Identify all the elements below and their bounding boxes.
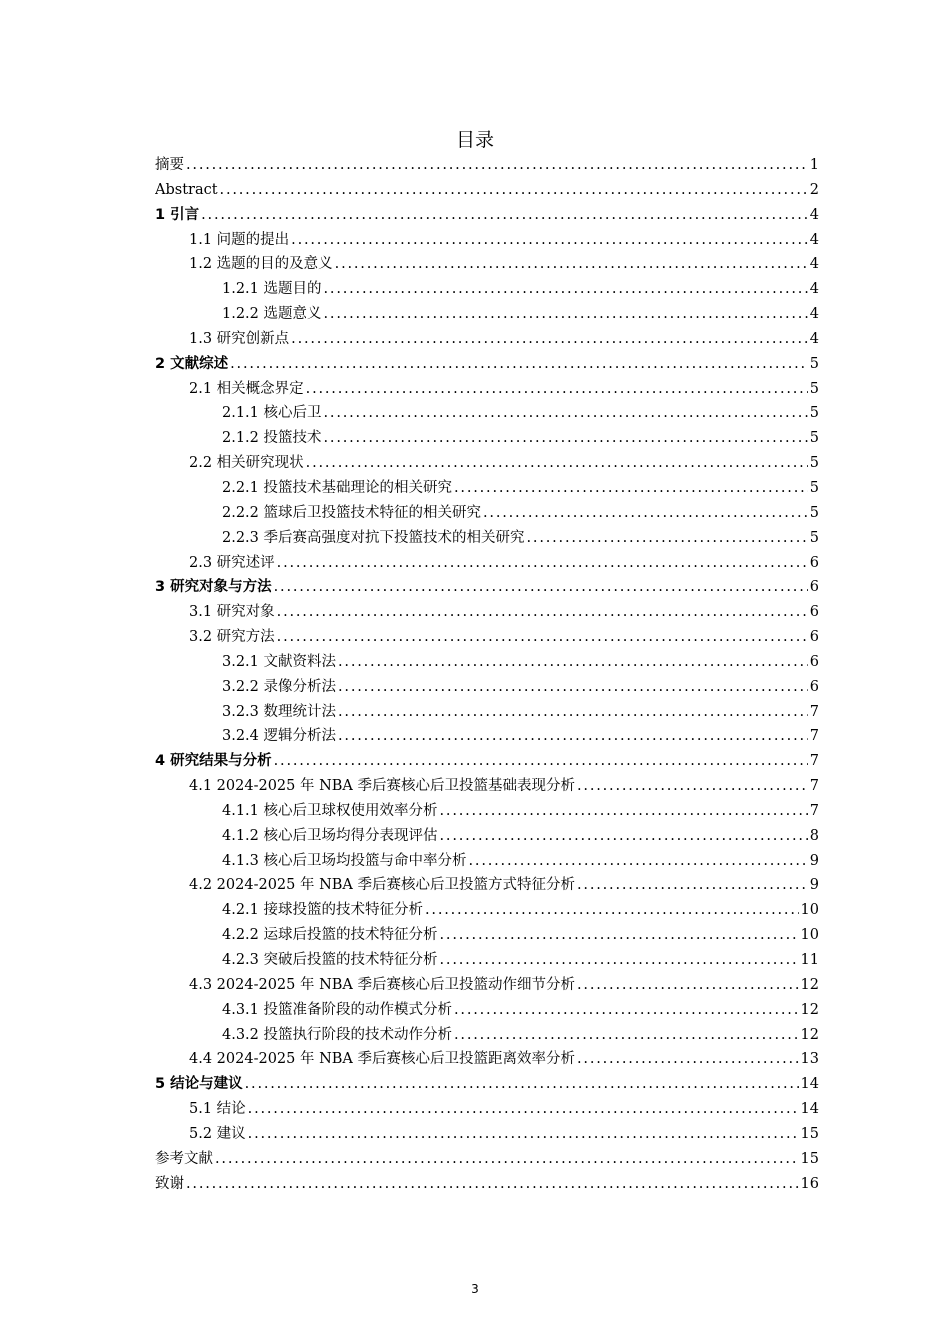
- toc-entry[interactable]: [155, 203, 819, 228]
- toc-entry-page: 1: [809, 157, 819, 173]
- toc-entry-page: 5: [809, 479, 819, 496]
- toc-dot-leader: [201, 203, 808, 228]
- toc-entry[interactable]: [155, 749, 819, 774]
- toc-entry-page: 16: [800, 1175, 819, 1192]
- toc-entry-label: 3.2.2 录像分析法: [222, 678, 337, 695]
- toc-dot-leader: [469, 849, 808, 874]
- toc-dot-leader: [230, 352, 808, 377]
- toc-entry[interactable]: [155, 824, 819, 849]
- toc-entry-label: 5.2 建议: [189, 1125, 246, 1142]
- toc-entry-page: 7: [809, 753, 819, 770]
- toc-entry-label: 2.1 相关概念界定: [189, 380, 304, 397]
- toc-entry[interactable]: [155, 650, 819, 675]
- toc-entry-page: 5: [809, 380, 819, 397]
- toc-dot-leader: [220, 178, 808, 203]
- toc-entry-page: 6: [809, 678, 819, 695]
- toc-dot-leader: [483, 501, 808, 526]
- toc-entry-page: 6: [809, 653, 819, 670]
- toc-dot-leader: [324, 277, 808, 302]
- toc-entry-page: 12: [800, 976, 819, 993]
- toc-dot-leader: [306, 451, 808, 476]
- toc-entry-page: 4: [809, 306, 819, 323]
- toc-dot-leader: [440, 824, 808, 849]
- toc-entry-label: 2.2 相关研究现状: [189, 455, 304, 472]
- toc-entry[interactable]: [155, 1172, 819, 1197]
- toc-entry-label: 2.1.2 投篮技术: [222, 430, 322, 447]
- toc-entry[interactable]: [155, 228, 819, 253]
- toc-entry-label: 4.2 2024-2025 年 NBA 季后赛核心后卫投篮方式特征分析: [189, 877, 576, 894]
- toc-entry-label: 3 研究对象与方法: [155, 579, 272, 596]
- toc-dot-leader: [215, 1147, 799, 1172]
- toc-entry-label: 2.3 研究述评: [189, 554, 275, 571]
- toc-entry[interactable]: [155, 1097, 819, 1122]
- toc-entry[interactable]: [155, 600, 819, 625]
- toc-entry[interactable]: [155, 401, 819, 426]
- toc-dot-leader: [291, 228, 808, 253]
- toc-entry[interactable]: [155, 178, 819, 203]
- toc-dot-leader: [577, 873, 808, 898]
- toc-entry-label: 致谢: [155, 1175, 184, 1192]
- toc-entry[interactable]: [155, 501, 819, 526]
- toc-entry-page: 10: [800, 927, 819, 944]
- toc-dot-leader: [324, 401, 808, 426]
- toc-dot-leader: [186, 1172, 799, 1197]
- toc-entry-label: 4.3 2024-2025 年 NBA 季后赛核心后卫投篮动作细节分析: [189, 976, 576, 993]
- toc-entry-label: 2.2.2 篮球后卫投篮技术特征的相关研究: [222, 504, 482, 521]
- toc-dot-leader: [440, 923, 799, 948]
- toc-entry-label: 4.2.2 运球后投篮的技术特征分析: [222, 927, 438, 944]
- toc-dot-leader: [440, 948, 799, 973]
- toc-entry-label: 3.2.4 逻辑分析法: [222, 728, 337, 745]
- toc-dot-leader: [324, 302, 808, 327]
- toc-entry[interactable]: [155, 153, 819, 178]
- toc-entry-label: 4.1.2 核心后卫场均得分表现评估: [222, 827, 438, 844]
- table-of-contents: [155, 153, 819, 1196]
- toc-entry-label: 4.3.1 投篮准备阶段的动作模式分析: [222, 1001, 453, 1018]
- toc-entry-label: 4.1.1 核心后卫球权使用效率分析: [222, 802, 438, 819]
- toc-entry-label: 2.2.1 投篮技术基础理论的相关研究: [222, 479, 453, 496]
- toc-entry-page: 7: [809, 728, 819, 745]
- toc-dot-leader: [577, 973, 799, 998]
- toc-dot-leader: [277, 600, 808, 625]
- toc-entry-page: 6: [809, 554, 819, 571]
- toc-dot-leader: [306, 377, 808, 402]
- toc-entry-page: 9: [809, 852, 819, 869]
- toc-entry-label: 2 文献综述: [155, 355, 229, 372]
- toc-entry[interactable]: [155, 327, 819, 352]
- toc-entry[interactable]: [155, 1023, 819, 1048]
- toc-entry[interactable]: [155, 998, 819, 1023]
- toc-dot-leader: [454, 1023, 799, 1048]
- toc-entry-label: 2.2.3 季后赛高强度对抗下投篮技术的相关研究: [222, 529, 525, 546]
- toc-dot-leader: [338, 724, 808, 749]
- toc-entry-page: 5: [809, 504, 819, 521]
- toc-entry-label: 5.1 结论: [189, 1101, 246, 1118]
- toc-entry-label: 1.1 问题的提出: [189, 231, 290, 248]
- toc-dot-leader: [324, 426, 808, 451]
- toc-entry-label: 3.2.3 数理统计法: [222, 703, 337, 720]
- toc-entry-page: 9: [809, 877, 819, 894]
- toc-entry-label: 4.3.2 投篮执行阶段的技术动作分析: [222, 1026, 453, 1043]
- toc-entry-page: 12: [800, 1026, 819, 1043]
- toc-entry[interactable]: [155, 799, 819, 824]
- toc-entry-label: 4 研究结果与分析: [155, 753, 272, 770]
- toc-entry[interactable]: [155, 1072, 819, 1097]
- toc-dot-leader: [454, 476, 808, 501]
- toc-dot-leader: [440, 799, 808, 824]
- toc-dot-leader: [245, 1072, 799, 1097]
- toc-dot-leader: [248, 1097, 799, 1122]
- toc-entry-label: 4.1.3 核心后卫场均投篮与命中率分析: [222, 852, 467, 869]
- toc-entry-label: Abstract: [155, 181, 218, 198]
- toc-entry[interactable]: [155, 973, 819, 998]
- toc-entry[interactable]: [155, 625, 819, 650]
- toc-entry-page: 4: [809, 206, 819, 223]
- toc-entry[interactable]: [155, 849, 819, 874]
- toc-dot-leader: [454, 998, 799, 1023]
- toc-entry-page: 15: [800, 1125, 819, 1142]
- toc-entry-page: 15: [800, 1150, 819, 1167]
- toc-entry[interactable]: [155, 426, 819, 451]
- toc-dot-leader: [338, 700, 808, 725]
- toc-entry[interactable]: [155, 277, 819, 302]
- toc-entry-page: 4: [809, 256, 819, 273]
- toc-dot-leader: [577, 774, 808, 799]
- toc-entry-page: 4: [809, 231, 819, 248]
- toc-entry-label: 5 结论与建议: [155, 1076, 243, 1093]
- toc-dot-leader: [274, 575, 808, 600]
- toc-dot-leader: [425, 898, 799, 923]
- toc-dot-leader: [338, 650, 808, 675]
- toc-entry-page: 6: [809, 579, 819, 596]
- toc-entry-page: 5: [809, 430, 819, 447]
- toc-dot-leader: [248, 1122, 799, 1147]
- toc-entry[interactable]: [155, 724, 819, 749]
- page-number: 3: [471, 1282, 479, 1296]
- toc-entry-label: 4.2.3 突破后投篮的技术特征分析: [222, 952, 438, 968]
- toc-entry-page: 2: [809, 181, 819, 198]
- toc-dot-leader: [335, 252, 808, 277]
- toc-entry[interactable]: [155, 898, 819, 923]
- toc-dot-leader: [274, 749, 808, 774]
- toc-entry[interactable]: [155, 774, 819, 799]
- toc-entry-page: 5: [809, 529, 819, 546]
- toc-entry[interactable]: [155, 352, 819, 377]
- toc-entry-label: 1.3 研究创新点: [189, 330, 290, 347]
- toc-dot-leader: [186, 153, 808, 178]
- toc-entry[interactable]: [155, 451, 819, 476]
- toc-entry-label: 1.2 选题的目的及意义: [189, 256, 333, 273]
- toc-dot-leader: [291, 327, 808, 352]
- toc-entry[interactable]: [155, 377, 819, 402]
- toc-entry-page: 5: [809, 405, 819, 422]
- toc-entry-page: 11: [800, 952, 819, 968]
- toc-entry-label: 4.2.1 接球投篮的技术特征分析: [222, 902, 424, 919]
- toc-dot-leader: [527, 526, 808, 551]
- toc-entry[interactable]: [155, 873, 819, 898]
- toc-entry-page: 5: [809, 455, 819, 472]
- toc-entry-page: 14: [800, 1101, 819, 1118]
- toc-dot-leader: [577, 1047, 799, 1072]
- toc-entry-page: 7: [809, 703, 819, 720]
- toc-entry-page: 14: [800, 1076, 819, 1093]
- toc-dot-leader: [277, 625, 808, 650]
- toc-entry-page: 13: [800, 1051, 819, 1068]
- toc-entry[interactable]: [155, 575, 819, 600]
- toc-entry[interactable]: [155, 526, 819, 551]
- toc-dot-leader: [338, 675, 808, 700]
- toc-entry[interactable]: [155, 675, 819, 700]
- toc-entry[interactable]: [155, 476, 819, 501]
- toc-entry-label: 1.2.1 选题目的: [222, 281, 322, 298]
- toc-entry[interactable]: [155, 948, 819, 973]
- toc-dot-leader: [277, 551, 808, 576]
- toc-entry-label: 摘要: [155, 157, 184, 173]
- toc-entry-page: 6: [809, 604, 819, 621]
- toc-entry-label: 3.1 研究对象: [189, 604, 275, 621]
- toc-entry-page: 4: [809, 330, 819, 347]
- toc-entry[interactable]: [155, 1122, 819, 1147]
- toc-entry-page: 5: [809, 355, 819, 372]
- toc-entry-page: 7: [809, 802, 819, 819]
- toc-entry-label: 3.2 研究方法: [189, 629, 275, 646]
- toc-entry-label: 4.4 2024-2025 年 NBA 季后赛核心后卫投篮距离效率分析: [189, 1051, 576, 1068]
- toc-entry-page: 12: [800, 1001, 819, 1018]
- toc-entry[interactable]: [155, 923, 819, 948]
- toc-entry-page: 10: [800, 902, 819, 919]
- toc-entry-label: 1 引言: [155, 206, 200, 223]
- toc-entry-label: 1.2.2 选题意义: [222, 306, 322, 323]
- toc-entry[interactable]: [155, 551, 819, 576]
- toc-entry[interactable]: [155, 700, 819, 725]
- toc-entry-page: 8: [809, 827, 819, 844]
- toc-entry-label: 参考文献: [155, 1150, 213, 1167]
- toc-entry-label: 3.2.1 文献资料法: [222, 653, 337, 670]
- toc-entry[interactable]: [155, 1047, 819, 1072]
- toc-entry[interactable]: [155, 252, 819, 277]
- toc-entry-page: 4: [809, 281, 819, 298]
- toc-title: 目录: [455, 129, 494, 151]
- toc-entry-page: 7: [809, 778, 819, 795]
- toc-entry[interactable]: [155, 1147, 819, 1172]
- toc-entry[interactable]: [155, 302, 819, 327]
- toc-entry-label: 4.1 2024-2025 年 NBA 季后赛核心后卫投篮基础表现分析: [189, 778, 576, 795]
- toc-entry-label: 2.1.1 核心后卫: [222, 405, 322, 422]
- toc-entry-page: 6: [809, 629, 819, 646]
